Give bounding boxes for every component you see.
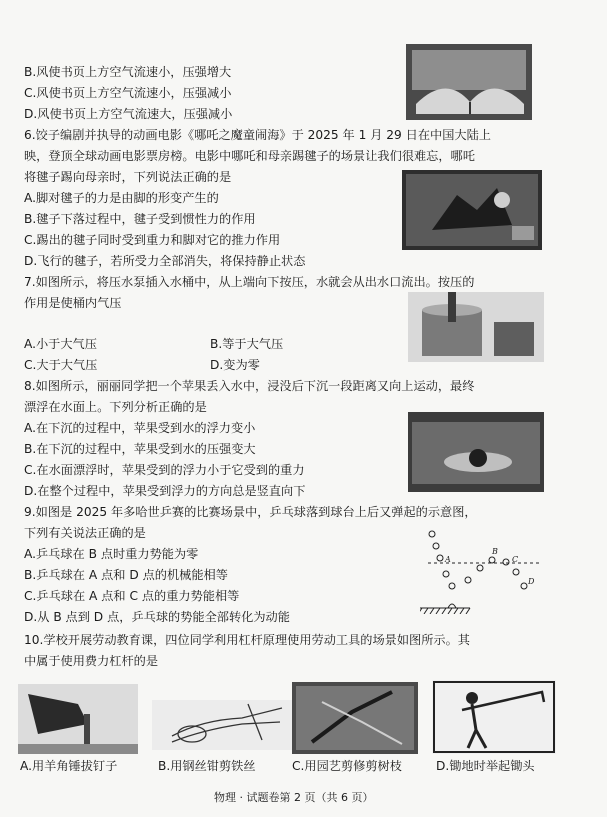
q5-book-photo [406, 44, 532, 120]
q7-option-a: A.小于大气压 [24, 337, 97, 351]
q9-stem-line-1: 9.如图是 2025 年多哈世乒赛的比赛场景中，乒乓球落到球台上后又弹起的示意图， [24, 505, 477, 519]
q9-option-c: C.乒乓球在 A 点和 C 点的重力势能相等 [24, 589, 240, 603]
q10-hammer-photo [18, 684, 138, 754]
q5-option-c: C.风使书页上方空气流速小，压强减小 [24, 86, 232, 100]
q6-movie-still [402, 170, 542, 250]
q10-hoe-sketch [432, 680, 556, 754]
q8-option-a: A.在下沉的过程中，苹果受到水的浮力变小 [24, 421, 256, 435]
q10-caption-d: D.锄地时举起锄头 [436, 759, 535, 773]
q6-option-b: B.毽子下落过程中，毽子受到惯性力的作用 [24, 212, 256, 226]
q8-option-b: B.在下沉的过程中，苹果受到水的压强变大 [24, 442, 256, 456]
q9-label-b: B [492, 547, 498, 556]
q8-apple-photo [408, 412, 544, 492]
q8-stem-line-1: 8.如图所示，丽丽同学把一个苹果丢入水中，浸没后下沉一段距离又向上运动，最终 [24, 379, 475, 393]
q9-label-d: D [528, 577, 535, 586]
q6-option-d: D.飞行的毽子，若所受力全部消失，将保持静止状态 [24, 254, 306, 268]
q5-option-d: D.风使书页上方空气流速大，压强减小 [24, 107, 233, 121]
q9-label-c: C [512, 555, 519, 564]
q7-pump-photo [408, 292, 544, 362]
q9-stem-line-2: 下列有关说法正确的是 [24, 526, 146, 540]
q7-option-b: B.等于大气压 [210, 337, 284, 351]
q10-caption-a: A.用羊角锤拔钉子 [20, 759, 118, 773]
q7-option-d: D.变为零 [210, 358, 260, 372]
q5-option-b: B.风使书页上方空气流速小，压强增大 [24, 65, 232, 79]
q10-stem-line-2: 中属于使用费力杠杆的是 [24, 654, 159, 668]
q8-option-c: C.在水面漂浮时，苹果受到的浮力小于它受到的重力 [24, 463, 305, 477]
q7-option-c: C.大于大气压 [24, 358, 98, 372]
page-footer: 物理 · 试题卷第 2 页（共 6 页） [214, 791, 374, 804]
q9-option-b: B.乒乓球在 A 点和 D 点的机械能相等 [24, 568, 228, 582]
q10-caption-b: B.用钢丝钳剪铁丝 [158, 759, 256, 773]
q6-stem-line-3: 将毽子踢向母亲时，下列说法正确的是 [24, 170, 232, 184]
q9-option-a: A.乒乓球在 B 点时重力势能为零 [24, 547, 199, 561]
q7-stem-line-1: 7.如图所示，将压水泵插入水桶中，从上端向下按压，水就会从出水口流出。按压的 [24, 275, 475, 289]
q9-bounce-diagram [420, 528, 550, 614]
q8-stem-line-2: 漂浮在水面上。下列分析正确的是 [24, 400, 207, 414]
q9-label-a: A [445, 555, 451, 564]
q8-option-d: D.在整个过程中，苹果受到浮力的方向总是竖直向下 [24, 484, 306, 498]
q6-option-a: A.脚对毽子的力是由脚的形变产生的 [24, 191, 219, 205]
q6-option-c: C.踢出的毽子同时受到重力和脚对它的推力作用 [24, 233, 281, 247]
q10-caption-c: C.用园艺剪修剪树枝 [292, 759, 402, 773]
q6-stem-line-1: 6.饺子编剧并执导的动画电影《哪吒之魔童闹海》于 2025 年 1 月 29 日在中国大陆上 [24, 128, 491, 142]
q6-stem-line-2: 映，登顶全球动画电影票房榜。电影中哪吒和母亲踢毽子的场景让我们很难忘，哪吒 [24, 149, 475, 163]
q9-option-d: D.从 B 点到 D 点，乒乓球的势能全部转化为动能 [24, 610, 290, 624]
q7-stem-line-2: 作用是使桶内气压 [24, 296, 122, 310]
q10-garden-shears-photo [292, 682, 418, 754]
q10-stem-line-1: 10.学校开展劳动教育课，四位同学利用杠杆原理使用劳动工具的场景如图所示。其 [24, 633, 470, 647]
q10-pliers-sketch [152, 700, 292, 750]
